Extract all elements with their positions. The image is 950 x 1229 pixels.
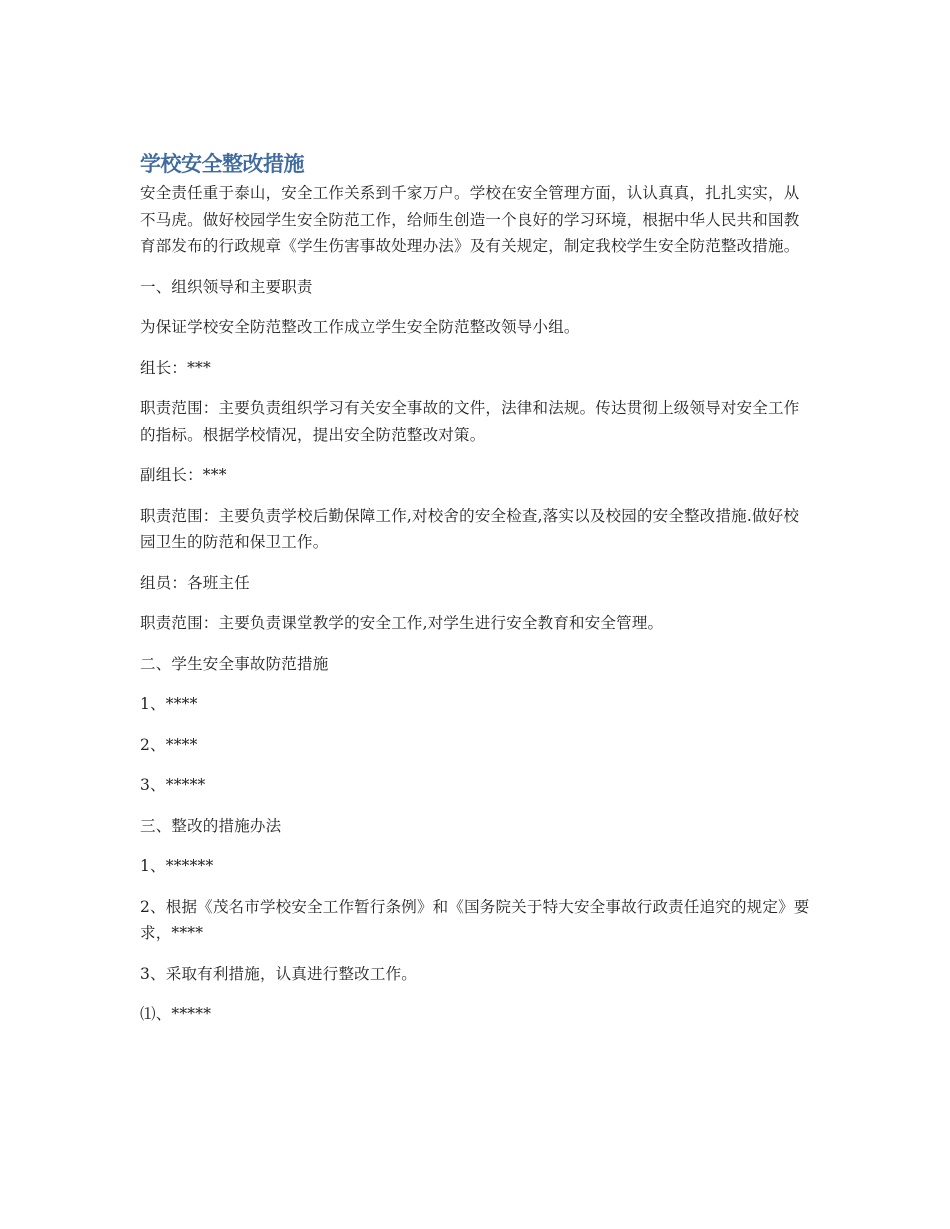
list-item: 1、****** <box>140 857 214 875</box>
list-item: 3、***** <box>140 776 206 794</box>
paragraph: 组员：各班主任 <box>140 573 250 592</box>
section-heading-3: 三、整改的措施办法 <box>140 816 282 835</box>
paragraph: 职责范围：主要负责组织学习有关安全事故的文件，法律和法规。传达贯彻上级领导对安全工作的指标。根据学校情况，提出安全防范整改对策。 <box>140 399 800 444</box>
intro-paragraph: 安全责任重于泰山，安全工作关系到千家万户。学校在安全管理方面，认认真真，扎扎实实，从不马虎。做好校园学生安全防范工作，给师生创造一个良好的学习环境，根据中华人民共和国教育部发布的行政规章《学生伤害事故处理办法》及有关规定，制定我校学生安全防范整改措施。 <box>140 184 800 255</box>
section-heading-2: 二、学生安全事故防范措施 <box>140 654 329 673</box>
list-item: 2、**** <box>140 735 198 754</box>
list-item: 1、**** <box>140 695 198 713</box>
paragraph: 副组长：*** <box>140 466 227 484</box>
paragraph: 组长：*** <box>140 358 211 377</box>
paragraph: 为保证学校安全防范整改工作成立学生安全防范整改领导小组。 <box>140 318 580 336</box>
document-page <box>140 148 812 1042</box>
section-heading-1: 一、组织领导和主要职责 <box>140 277 313 296</box>
paragraph: 职责范围：主要负责课堂教学的安全工作,对学生进行安全教育和安全管理。 <box>140 614 664 632</box>
list-item: ⑴、***** <box>140 1005 212 1023</box>
list-item: 2、根据《茂名市学校安全工作暂行条例》和《国务院关于特大安全事故行政责任追究的规定》要求，**** <box>140 897 810 942</box>
list-item: 3、采取有利措施，认真进行整改工作。 <box>140 964 417 983</box>
document-title: 学校安全整改措施 <box>140 152 304 176</box>
paragraph: 职责范围：主要负责学校后勤保障工作,对校舍的安全检查,落实以及校园的安全整改措施.做好校园卫生的防范和保卫工作。 <box>140 506 800 551</box>
